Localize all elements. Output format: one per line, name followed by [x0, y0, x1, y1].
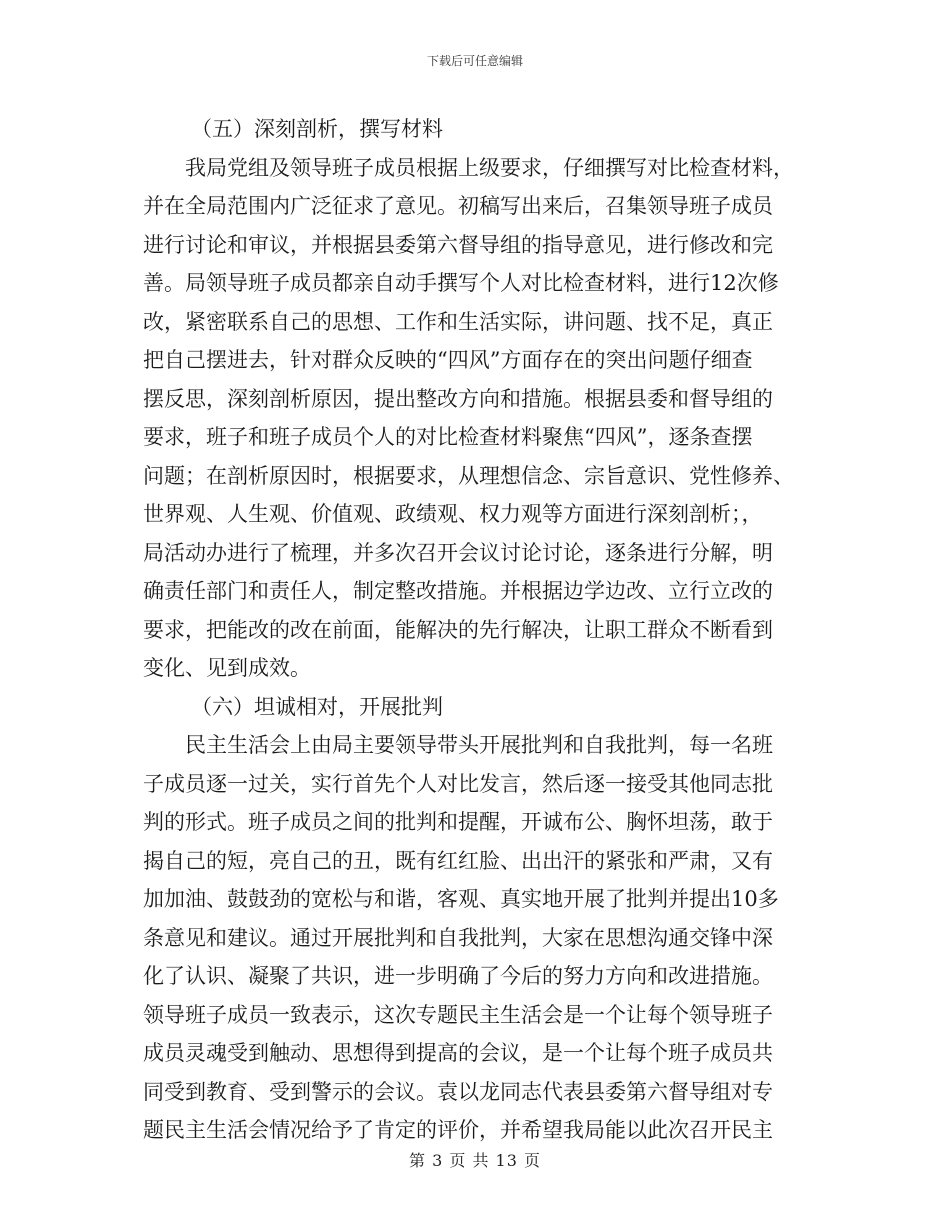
paragraph-line: 加加油、鼓鼓劲的宽松与和谐，客观、真实地开展了批判并提出10多	[143, 887, 779, 911]
page-header: 下载后可任意编辑	[426, 54, 523, 68]
paragraph-line: 问题；在剖析原因时，根据要求，从理想信念、宗旨意识、党性修养、	[143, 463, 794, 488]
paragraph-line: 领导班子成员一致表示，这次专题民主生活会是一个让每个领导班子	[143, 1002, 773, 1027]
paragraph-line: 局活动办进行了梳理，并多次召开会议讨论讨论，逐条进行分解，明	[143, 540, 773, 565]
paragraph-line: 要求，班子和班子成员个人的对比检查材料聚焦“四风”，逐条查摆	[143, 425, 753, 449]
section-heading-five: （五）深刻剖析，撰写材料	[191, 117, 443, 141]
paragraph-line: 世界观、人生观、价值观、政绩观、权力观等方面进行深刻剖析；，	[143, 502, 763, 526]
paragraph-line: 进行讨论和审议，并根据县委第六督导组的指导意见，进行修改和完	[143, 232, 773, 257]
document-body	[143, 110, 811, 1150]
paragraph-line: 改，紧密联系自己的思想、工作和生活实际，讲问题、找不足，真正	[143, 309, 773, 334]
paragraph-line: 要求，把能改的改在前面，能解决的先行解决，让职工群众不断看到	[143, 617, 773, 642]
paragraph-line: 同受到教育、受到警示的会议。袁以龙同志代表县委第六督导组对专	[143, 1079, 773, 1104]
paragraph-line: 题民主生活会情况给予了肯定的评价，并希望我局能以此次召开民主	[143, 1118, 773, 1142]
paragraph-line: 变化、见到成效。	[143, 656, 311, 680]
paragraph-line: 化了认识、凝聚了共识，进一步明确了今后的努力方向和改进措施。	[143, 964, 773, 988]
paragraph-line: 把自己摆进去，针对群众反映的“四风”方面存在的突出问题仔细查	[143, 348, 753, 372]
paragraph-line: 并在全局范围内广泛征求了意见。初稿写出来后，召集领导班子成员	[143, 194, 773, 218]
section-heading-six: （六）坦诚相对，开展批判	[191, 694, 443, 719]
paragraph-line: 揭自己的短，亮自己的丑，既有红红脸、出出汗的紧张和严肃，又有	[143, 848, 773, 873]
paragraph-line: 判的形式。班子成员之间的批判和提醒，开诚布公、胸怀坦荡，敢于	[143, 810, 773, 834]
paragraph-line: 确责任部门和责任人，制定整改措施。并根据边学边改、立行立改的	[143, 579, 773, 603]
page-footer: 第 3 页 共 13 页	[409, 1151, 541, 1170]
paragraph-line: 子成员逐一过关，实行首先个人对比发言，然后逐一接受其他同志批	[143, 771, 773, 796]
paragraph-line: 条意见和建议。通过开展批判和自我批判，大家在思想沟通交锋中深	[143, 925, 773, 950]
paragraph-line: 成员灵魂受到触动、思想得到提高的会议，是一个让每个班子成员共	[143, 1041, 773, 1065]
paragraph-line: 善。局领导班子成员都亲自动手撰写个人对比检查材料，进行12次修	[143, 271, 779, 295]
paragraph-line: 摆反思，深刻剖析原因，提出整改方向和措施。根据县委和督导组的	[143, 386, 773, 411]
paragraph-line: 我局党组及领导班子成员根据上级要求，仔细撰写对比检查材料，	[185, 155, 794, 180]
paragraph-line: 民主生活会上由局主要领导带头开展批判和自我批判，每一名班	[185, 733, 773, 757]
